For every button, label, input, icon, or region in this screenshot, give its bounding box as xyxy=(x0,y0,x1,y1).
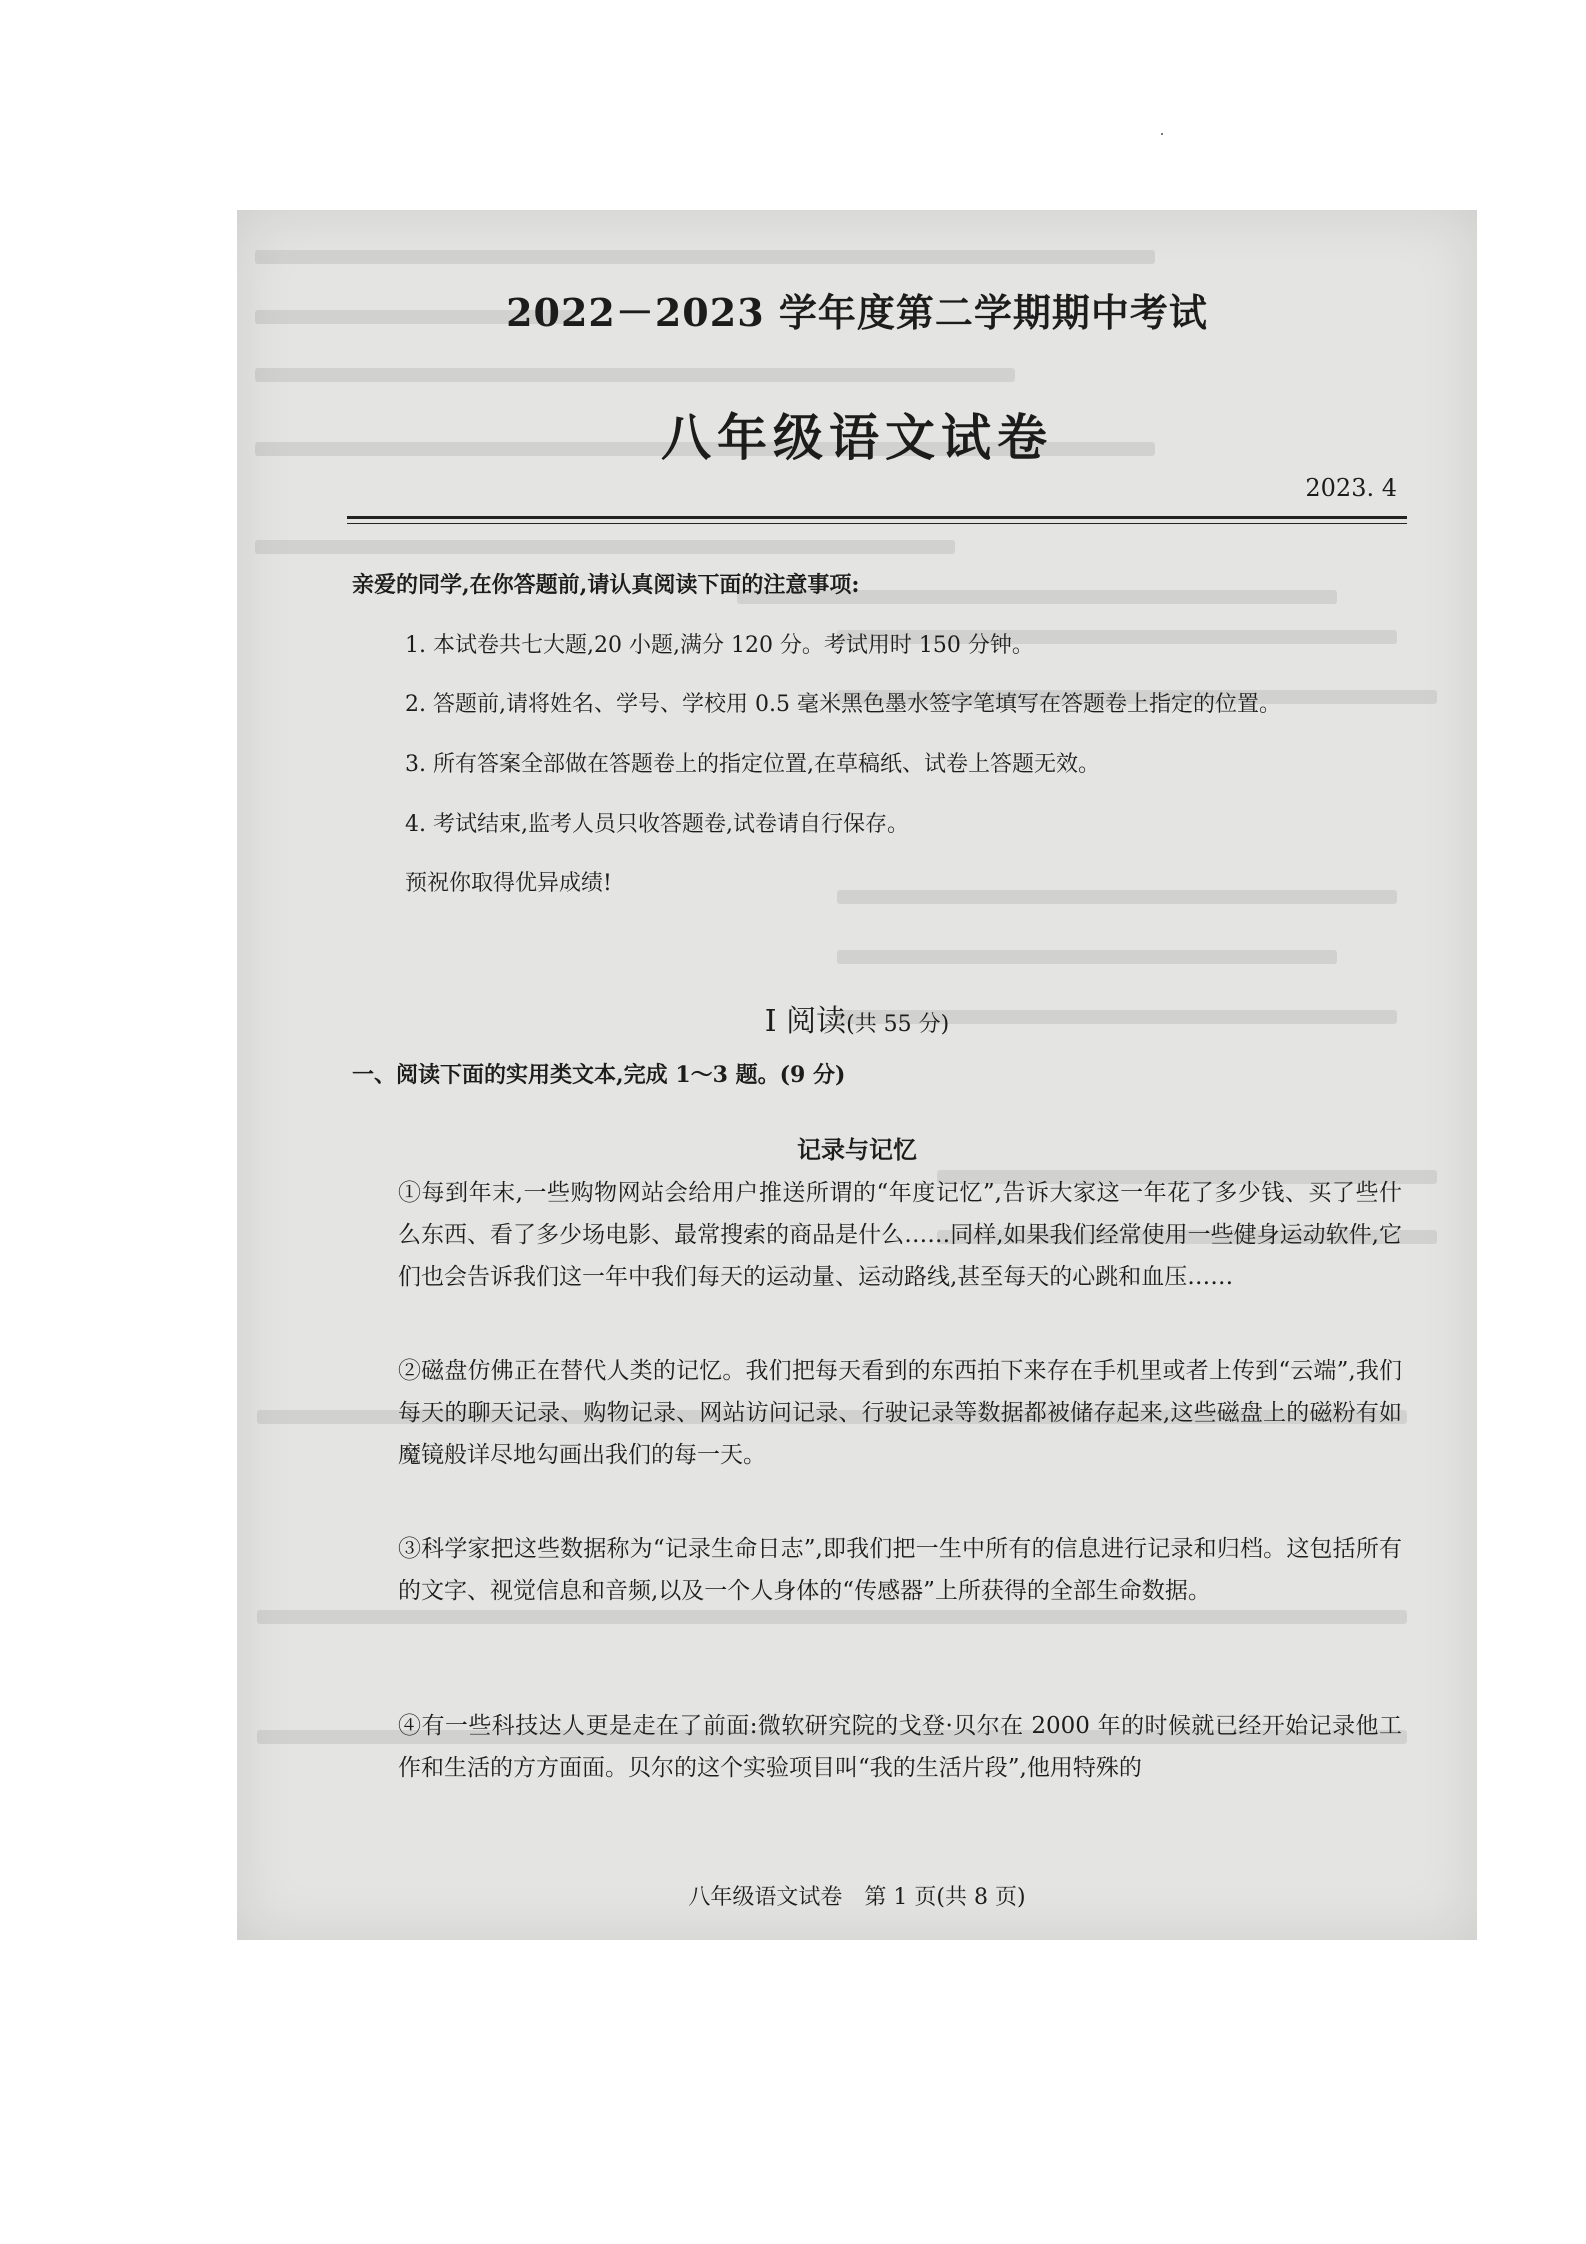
article-paragraph xyxy=(352,1705,1402,1789)
article-paragraph xyxy=(352,1528,1402,1612)
exam-title: 2022－2023 学年度第二学期期中考试 xyxy=(506,290,1208,335)
section-heading xyxy=(237,996,1477,1040)
paragraph-text: ④有一些科技达人更是走在了前面:微软研究院的戈登·贝尔在 2000 年的时候就已经开始记录他工作和生活的方方面面。贝尔的这个实验项目叫“我的生活片段”,他用特殊的 xyxy=(398,1713,1402,1781)
article-title: 记录与记忆 xyxy=(797,1135,917,1164)
paragraph-text: ①每到年末,一些购物网站会给用户推送所谓的“年度记忆”,告诉大家这一年花了多少钱、买了些什么东西、看了多少场电影、最常搜索的商品是什么……同样,如果我们经常使用一些健身运动软件,它们也会告诉我们这一年中我们每天的运动量、运动路线,甚至每天的心跳和血压…… xyxy=(398,1180,1402,1290)
header-rule-thin xyxy=(347,523,1407,524)
section-score: (共 55 分) xyxy=(846,1012,950,1037)
exam-subtitle: 八年级语文试卷 xyxy=(661,408,1053,467)
paragraph-text: ③科学家把这些数据称为“记录生命日志”,即我们把一生中所有的信息进行记录和归档。这包括所有的文字、视觉信息和音频,以及一个人身体的“传感器”上所获得的全部生命数据。 xyxy=(398,1536,1402,1604)
article-paragraph xyxy=(352,1172,1402,1298)
section-title: I 阅读 xyxy=(764,1004,847,1039)
notice-heading: 亲爱的同学,在你答题前,请认真阅读下面的注意事项: xyxy=(352,572,860,598)
notice-item: 2. 答题前,请将姓名、学号、学校用 0.5 毫米黑色墨水签字笔填写在答题卷上指定的位置。 xyxy=(405,692,1281,717)
paragraph-text: ②磁盘仿佛正在替代人类的记忆。我们把每天看到的东西拍下来存在手机里或者上传到“云端”,我们每天的聊天记录、购物记录、网站访问记录、行驶记录等数据都被储存起来,这些磁盘上的磁粉有如魔镜般详尽地勾画出我们的每一天。 xyxy=(398,1358,1402,1468)
exam-page xyxy=(237,210,1477,1940)
speck-mark xyxy=(1161,133,1163,135)
header-rule-thick xyxy=(347,516,1407,519)
good-luck-message: 预祝你取得优异成绩! xyxy=(405,871,612,896)
article-paragraph xyxy=(352,1350,1402,1476)
page-footer: 八年级语文试卷 第 1 页(共 8 页) xyxy=(688,1885,1026,1910)
notice-item: 4. 考试结束,监考人员只收答题卷,试卷请自行保存。 xyxy=(405,812,909,837)
notice-item: 1. 本试卷共七大题,20 小题,满分 120 分。考试用时 150 分钟。 xyxy=(405,633,1034,658)
exam-date: 2023. 4 xyxy=(1305,474,1397,502)
notice-item: 3. 所有答案全部做在答题卷上的指定位置,在草稿纸、试卷上答题无效。 xyxy=(405,752,1100,777)
question-heading: 一、阅读下面的实用类文本,完成 1～3 题。(9 分) xyxy=(352,1062,846,1088)
